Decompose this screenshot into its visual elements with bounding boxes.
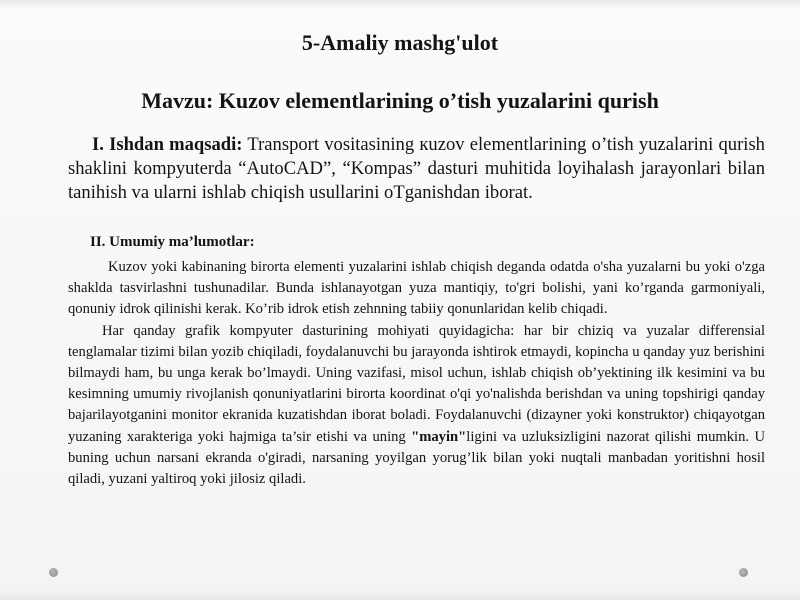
- slide-bottom-edge: [0, 590, 800, 600]
- aim-text: Transport vositasining кuzov elementlarining o’tish yuzalarini qurish shaklini kompyuterda “AutoCAD”, “Kompas” dasturi muhitida loyihalash jarayonlari bilan tanihish va ularni ishlab chiqish usullarini oTganishdan iborat.: [68, 134, 765, 203]
- paragraph-1: [68, 257, 765, 321]
- slide-subtitle: Mavzu: Kuzov elementlarining o’tish yuzalarini qurish: [141, 88, 659, 113]
- body-text: [68, 257, 765, 490]
- slide-title: 5-Amaliy mashg'ulot: [301, 30, 499, 55]
- paragraph-1-text: Kuzov yoki kabinaning birorta elementi yuzalarini ishlab chiqish deganda odatda o'sha yuzalarni bu yoki o'zga shaklda tasvirlashni tushunadilar. Bunda ishlanayotgan yuza mantiqiy, to'gri bolishi, yani ko’rganda garmoniyali, qonuniy idrok qilinishi kerak. Ko’rib idrok etish zehnning tabiiy qonunlaridan kelib chiqadi.: [68, 259, 765, 318]
- paragraph-2-text-before: Har qanday grafik kompyuter dasturining mohiyati quyidagicha: har bir chiziq va yuzalar differensial tenglamalar tizimi bilan yozib chiqiladi, foydalanuvchi bu jarayonda ishtirok etmaydi, kopincha u qanday yuz berishini bilmaydi ham, bu unga kerak bo’lmaydi. Uning vazifasi, misol uchun, ishlab chiqish ob’yektining ilk kesimini va bu kesimning umumiy rivojlanish qonuniyatlarini birorta koordinat o'qi yo'nalishda berishdan va uning topshirigi qanday bajarilayotganini monitor ekranida kuzatishdan iborat boladi. Foydalanuvchi (dizayner yoki konstruktor) chiqayotgan yuzaning xarakteriga yoki hajmiga ta’sir etishi va uning: [68, 322, 765, 445]
- slide-top-edge: [0, 0, 800, 10]
- paragraph-2-bold-word: "mayin": [411, 428, 467, 445]
- decorative-dot-left: [49, 568, 58, 577]
- paragraph-2: [68, 321, 765, 491]
- decorative-dot-right: [739, 568, 748, 577]
- paragraph-2-text-after: ligini va uzluksizligini nazorat qilishi mumkin. U buning uchun narsani ekranda o'giradi, narsaning yoyilgan yorug’lik bilan yoki nuqtali manbadan yoritishni hosil qiladi, yuzani yaltiroq yoki jilosiz qiladi.: [68, 428, 765, 488]
- aim-label: I. Ishdan maqsadi:: [92, 134, 243, 155]
- aim-paragraph: [68, 133, 765, 205]
- section-title: II. Umumiy ma’lumotlar:: [90, 234, 255, 250]
